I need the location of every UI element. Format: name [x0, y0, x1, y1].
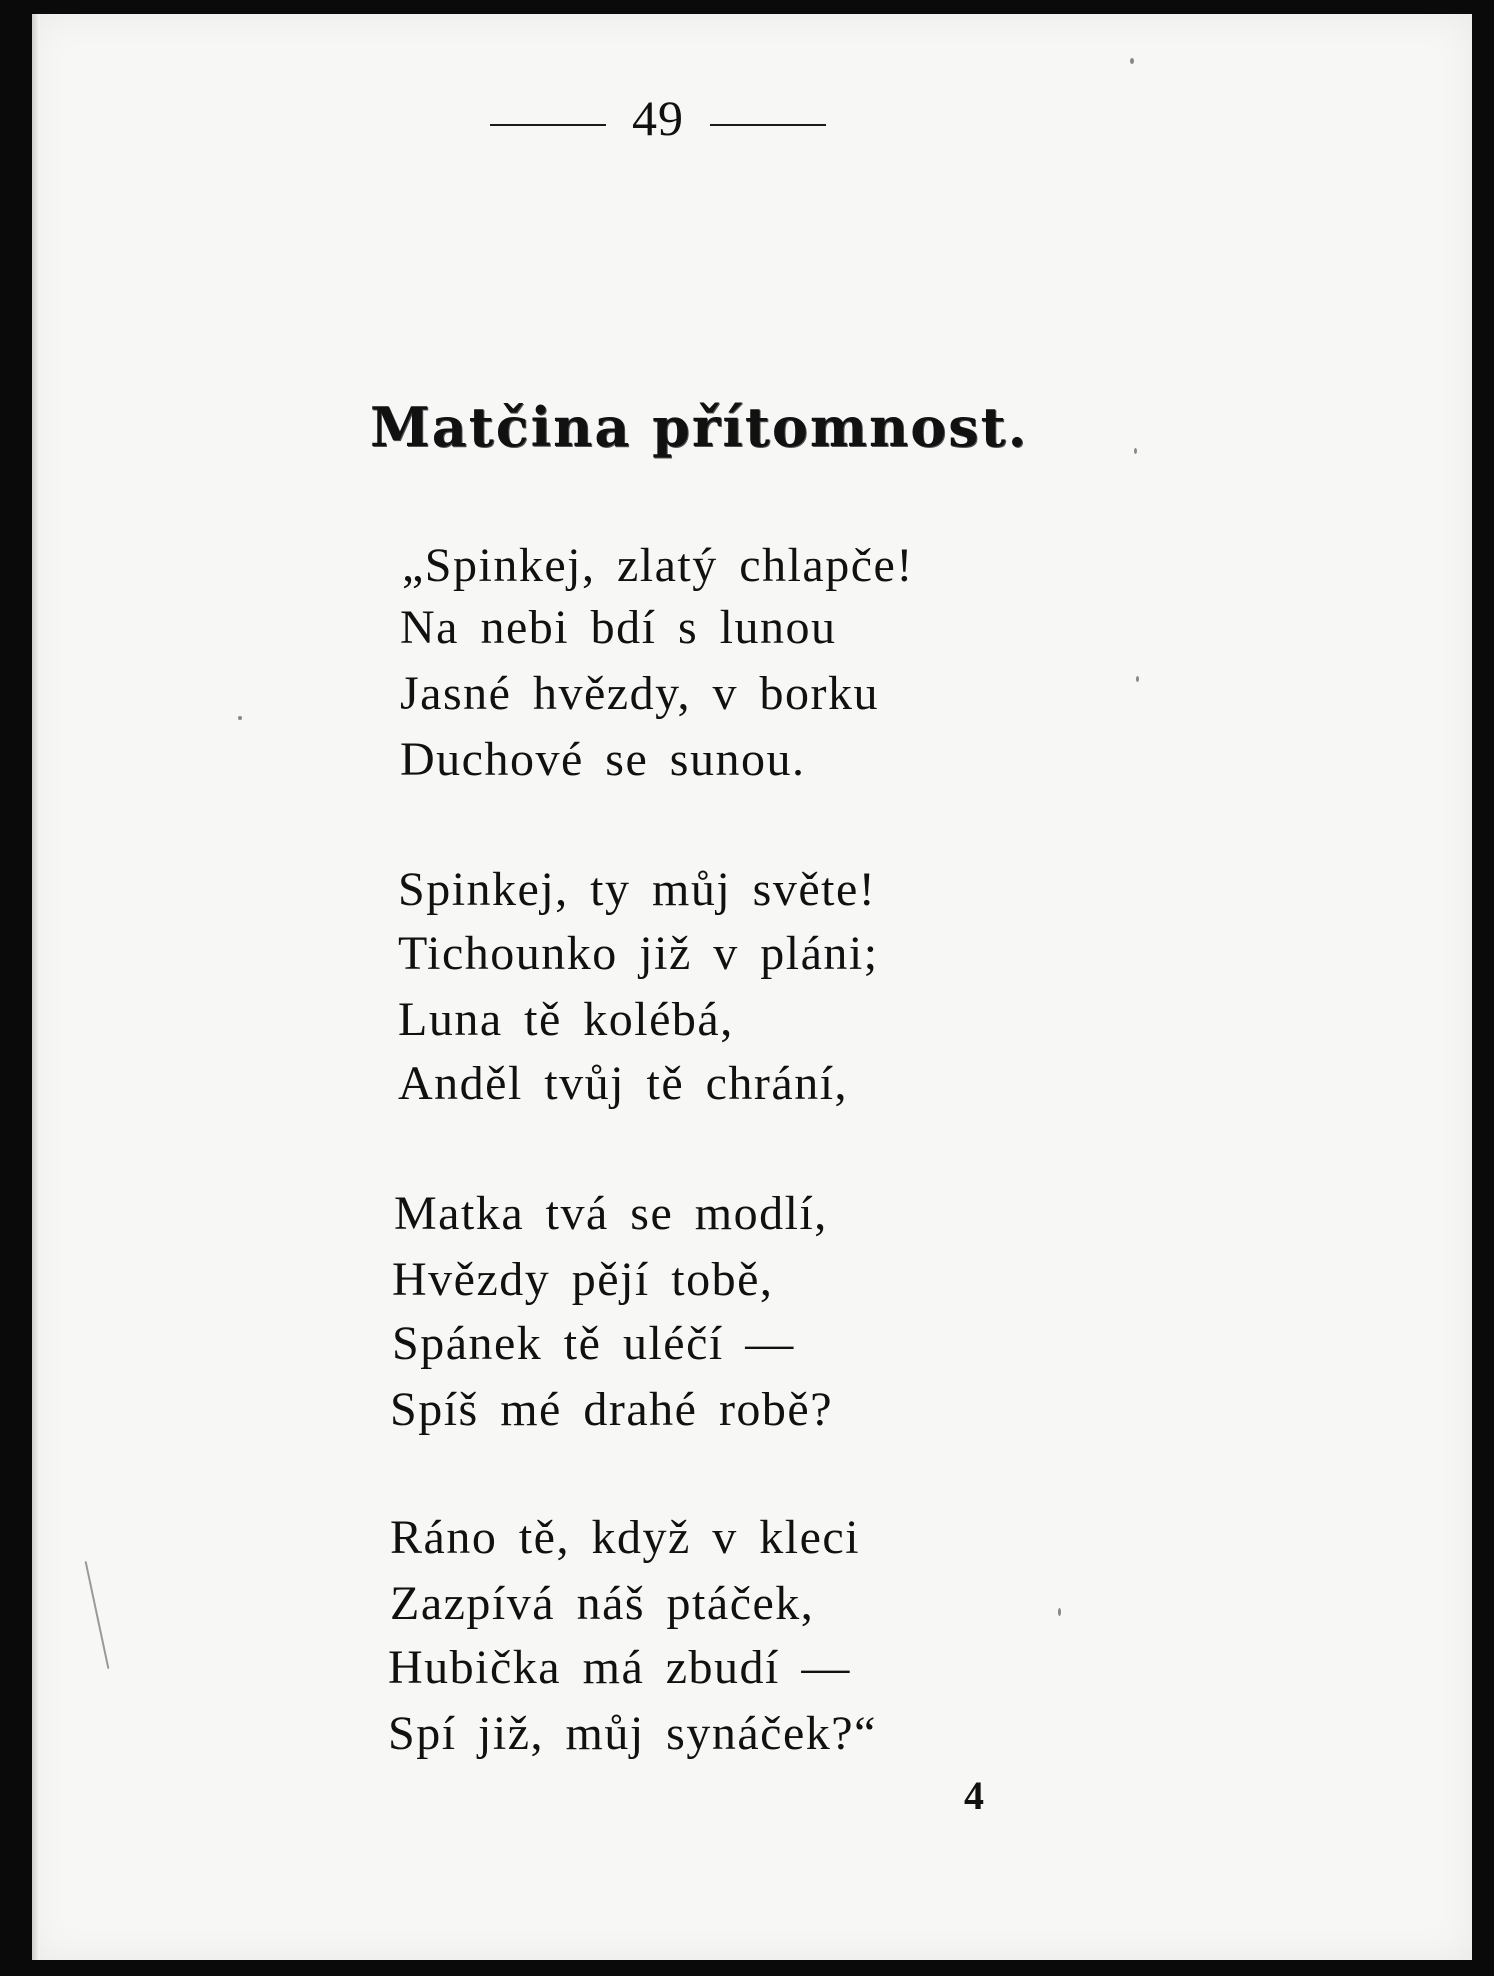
- poem-line: Spíš mé drahé robě?: [390, 1383, 834, 1436]
- poem-line: Na nebi bdí s lunou: [400, 601, 837, 654]
- poem-line: Duchové se sunou.: [400, 733, 806, 786]
- poem-line: Zazpívá náš ptáček,: [390, 1577, 815, 1630]
- poem-line: Luna tě kolébá,: [398, 993, 734, 1046]
- poem-line: Spinkej, ty můj světe!: [398, 863, 877, 916]
- page-edge-shadow: [32, 14, 40, 1960]
- poem-line: Spí již, můj synáček?“: [388, 1707, 877, 1760]
- poem-line: Hubička má zbudí —: [388, 1641, 851, 1694]
- header-rule-left: [490, 124, 606, 126]
- poem-line: Matka tvá se modlí,: [394, 1187, 828, 1240]
- header-rule-right: [710, 124, 826, 126]
- page-number: 49: [632, 90, 684, 146]
- poem-line: Spánek tě uléčí —: [392, 1317, 795, 1370]
- poem-line: Hvězdy pějí tobě,: [392, 1253, 774, 1306]
- poem-title: Matčina přítomnost.: [370, 395, 1029, 459]
- poem-line: Jasné hvězdy, v borku: [400, 667, 879, 720]
- poem-line: Anděl tvůj tě chrání,: [398, 1057, 849, 1110]
- scan-speck: [1130, 58, 1134, 64]
- poem-line: „Spinkej, zlatý chlapče!: [402, 539, 914, 592]
- page-header: [448, 88, 868, 148]
- poem-line: Tichounko již v pláni;: [398, 927, 879, 980]
- scan-speck: [1134, 448, 1137, 454]
- poem-line: Ráno tě, když v kleci: [390, 1511, 861, 1564]
- scan-speck: [1136, 676, 1139, 682]
- scan-speck: [238, 716, 242, 720]
- signature-mark: 4: [964, 1773, 984, 1818]
- scan-speck: [1058, 1608, 1061, 1616]
